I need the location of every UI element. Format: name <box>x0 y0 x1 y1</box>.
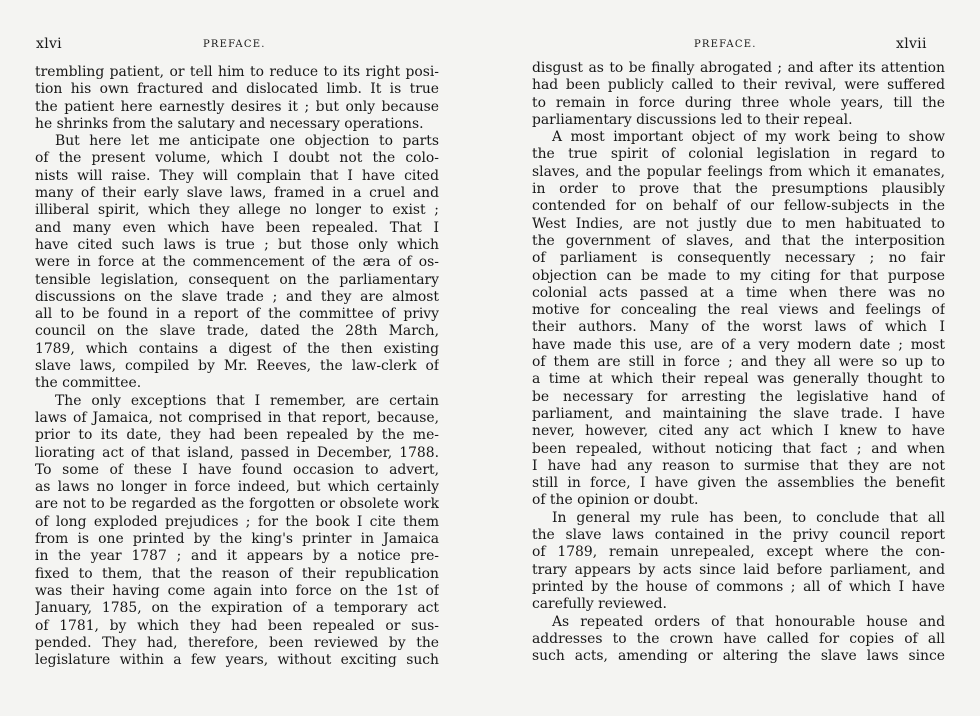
text-line: contended for on behalf of our fellow-subjects in the <box>532 198 945 215</box>
text-line: were in force at the commencement of the æra of os- <box>35 254 439 271</box>
text-line: be necessary for arresting the legislative hand of <box>532 388 945 405</box>
page-number: xlvi <box>36 36 62 52</box>
text-line: in the year 1787 ; and it appears by a notice pre- <box>35 548 439 565</box>
text-line: slaves, and the popular feelings from which it emanates, <box>532 163 945 180</box>
text-line: pended. They had, therefore, been reviewed by the <box>35 634 439 651</box>
page-number: xlvii <box>896 36 927 52</box>
left-page <box>0 0 470 716</box>
text-line: parliament, and maintaining the slave trade. I have <box>532 405 945 422</box>
text-line: their authors. Many of the worst laws of which I <box>532 319 945 336</box>
text-line: As repeated orders of that honourable house and <box>552 613 945 630</box>
text-line: slave laws, compiled by Mr. Reeves, the law-clerk of <box>35 358 439 375</box>
text-line: the true spirit of colonial legislation in regard to <box>532 146 945 163</box>
text-line: in order to prove that the presumptions plausibly <box>532 181 945 198</box>
text-line: of 1789, remain unrepealed, except where the con- <box>532 544 945 561</box>
text-line: a time at which their repeal was generally thought to <box>532 371 945 388</box>
running-head: PREFACE. <box>694 39 757 50</box>
text-line: A most important object of my work being to show <box>552 129 945 146</box>
text-line: of the opinion or doubt. <box>532 492 699 509</box>
text-line: of them are still in force ; and they all were so up to <box>532 354 945 371</box>
text-line: illiberal spirit, which they allege no longer to exist ; <box>35 202 439 219</box>
text-line: all to be found in a report of the committee of privy <box>35 306 439 323</box>
text-line: had been publicly called to their revival, were suffered <box>532 77 945 94</box>
text-line: objection can be made to my citing for that purpose <box>532 267 945 284</box>
text-line: legislature within a few years, without exciting such <box>35 652 439 669</box>
text-line: carefully reviewed. <box>532 596 667 613</box>
text-line: been repealed, without noticing that fact ; and when <box>532 440 945 457</box>
text-line: have made this use, are of a very modern date ; most <box>532 336 945 353</box>
text-line: the government of slaves, and that the interposition <box>532 232 945 249</box>
text-line: colonial acts passed at a time when there was no <box>532 284 945 301</box>
text-line: such acts, amending or altering the slave laws since <box>532 648 945 665</box>
text-line: In general my rule has been, to conclude that all <box>552 509 945 526</box>
text-line: addresses to the crown have called for copies of all <box>532 630 945 647</box>
text-line: council on the slave trade, dated the 28th March, <box>35 323 439 340</box>
text-line: of long exploded prejudices ; for the book I cite them <box>35 513 439 530</box>
text-line: to remain in force during three whole years, till the <box>532 94 945 111</box>
text-line: prior to its date, they had been repealed by the me- <box>35 427 439 444</box>
text-line: are not to be regarded as the forgotten or obsolete work <box>35 496 439 513</box>
text-line: laws of Jamaica, not comprised in that report, because, <box>35 409 439 426</box>
text-line: To some of these I have found occasion to advert, <box>35 461 439 478</box>
text-line: many of their early slave laws, framed in a cruel and <box>35 185 439 202</box>
text-line: of 1781, by which they had been repealed or sus- <box>35 617 439 634</box>
text-line: have cited such laws is true ; but those only which <box>35 236 439 253</box>
text-line: I have had any reason to surmise that they are not <box>532 457 945 474</box>
text-line: still in force, I have given the assemblies the benefit <box>532 475 945 492</box>
text-line: parliamentary discussions led to their repeal. <box>532 111 853 128</box>
text-line: tion his own fractured and dislocated limb. It is true <box>35 81 439 98</box>
page-body <box>532 60 945 665</box>
text-line: motive for concealing the real views and feelings of <box>532 302 945 319</box>
text-line: printed by the house of commons ; all of which I have <box>532 578 945 595</box>
text-line: nists will raise. They will complain that I have cited <box>35 167 439 184</box>
page-body <box>35 64 439 669</box>
text-line: never, however, cited any act which I knew to have <box>532 423 945 440</box>
text-line: the committee. <box>35 375 142 392</box>
text-line: The only exceptions that I remember, are certain <box>55 392 439 409</box>
text-line: liorating act of that island, passed in December, 1788. <box>35 444 439 461</box>
text-line: January, 1785, on the expiration of a temporary act <box>35 600 439 617</box>
right-page <box>470 0 980 716</box>
text-line: was their having come again into force on the 1st of <box>35 582 439 599</box>
text-line: tensible legislation, consequent on the parliamentary <box>35 271 439 288</box>
text-line: discussions on the slave trade ; and they are almost <box>35 288 439 305</box>
text-line: of the present volume, which I doubt not the colo- <box>35 150 439 167</box>
text-line: the patient here earnestly desires it ; but only because <box>35 98 439 115</box>
running-head: PREFACE. <box>203 39 266 50</box>
text-line: disgust as to be finally abrogated ; and after its attention <box>532 60 945 76</box>
text-line: 1789, which contains a digest of the then existing <box>35 340 439 357</box>
text-line: he shrinks from the salutary and necessary operations. <box>35 115 424 132</box>
text-line: from is one printed by the king's printer in Jamaica <box>35 531 439 548</box>
text-line: But here let me anticipate one objection to parts <box>55 133 439 150</box>
text-line: and many even which have been repealed. That I <box>35 219 439 236</box>
text-line: fixed to them, that the reason of their republication <box>35 565 439 582</box>
text-line: trembling patient, or tell him to reduce to its right posi- <box>35 64 439 80</box>
text-line: trary appears by acts since laid before parliament, and <box>532 561 945 578</box>
text-line: the slave laws contained in the privy council report <box>532 527 945 544</box>
text-line: as laws no longer in force indeed, but which certainly <box>35 479 439 496</box>
text-line: of parliament is consequently necessary ; no fair <box>532 250 945 267</box>
text-line: West Indies, are not justly due to men habituated to <box>532 215 945 232</box>
